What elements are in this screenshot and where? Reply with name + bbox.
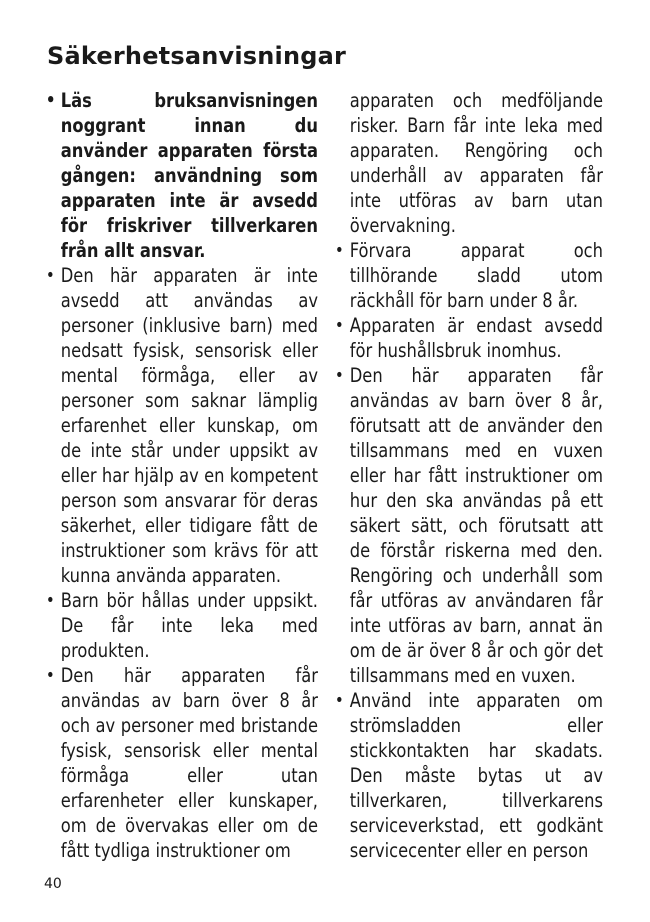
page-number: 40 xyxy=(44,876,62,892)
instruction-text: apparaten och medföljande risker. Barn får inte leka med apparaten. Rengöring och underhåll av apparaten får inte utföras av barn utan övervakning. xyxy=(349,89,603,237)
instruction-text: Förvara apparat och tillhörande sladd utom räckhåll för barn under 8 år. xyxy=(349,239,603,312)
instruction-item xyxy=(333,688,603,863)
instruction-text: Barn bör hållas under uppsikt. De får inte leka med produkten. xyxy=(60,589,318,662)
page-title: Säkerhetsanvisningar xyxy=(47,42,347,70)
instruction-item xyxy=(44,263,318,588)
right-column xyxy=(333,88,603,863)
instruction-item xyxy=(44,663,318,863)
bullet-icon: • xyxy=(334,315,344,336)
bullet-icon: • xyxy=(334,690,344,711)
instruction-text: Apparaten är endast avsedd för hushållsbruk inomhus. xyxy=(349,314,603,362)
bullet-icon: • xyxy=(45,90,56,111)
instruction-text: Den här apparaten får användas av barn över 8 år och av personer med bristande fysisk, sensorisk eller mental förmåga eller utan erfarenheter eller kunskaper, om de övervakas eller om de fått tydliga instruktioner om xyxy=(60,664,318,862)
instruction-text: Läs bruksanvisningen noggrant innan du använder apparaten första gången: användning som apparaten inte är avsedd för friskriver tillverkaren från allt ansvar. xyxy=(60,89,318,262)
instruction-text: Den här apparaten är inte avsedd att användas av personer (inklusive barn) med nedsatt fysisk, sensorisk eller mental förmåga, eller av personer som saknar lämplig erfarenhet eller kunskap, om de inte står under uppsikt av eller har hjälp av en kompetent person som ansvarar för deras säkerhet, eller tidigare fått de instruktioner som krävs för att kunna använda apparaten. xyxy=(60,264,318,587)
bullet-icon: • xyxy=(334,240,344,261)
bullet-icon: • xyxy=(45,665,55,686)
instruction-item xyxy=(333,363,603,688)
bullet-icon: • xyxy=(45,265,55,286)
bullet-icon: • xyxy=(334,365,344,386)
instruction-continuation xyxy=(333,88,603,238)
instruction-text: Använd inte apparaten om strömsladden eller stickkontakten har skadats. Den måste bytas ut av tillverkaren, tillverkarens serviceverkstad, ett godkänt servicecenter eller en person xyxy=(349,689,603,862)
instruction-item xyxy=(44,88,318,263)
instruction-item xyxy=(333,313,603,363)
instruction-item xyxy=(333,238,603,313)
bullet-icon: • xyxy=(45,590,55,611)
left-column xyxy=(44,88,318,863)
instruction-text: Den här apparaten får användas av barn över 8 år, förutsatt att de använder den tillsammans med en vuxen eller har fått instruktioner om hur den ska användas på ett säkert sätt, och förutsatt att de förstår riskerna med den. Rengöring och underhåll som får utföras av användaren får inte utföras av barn, annat än om de är över 8 år och gör det tillsammans med en vuxen. xyxy=(349,364,603,687)
instruction-item xyxy=(44,588,318,663)
